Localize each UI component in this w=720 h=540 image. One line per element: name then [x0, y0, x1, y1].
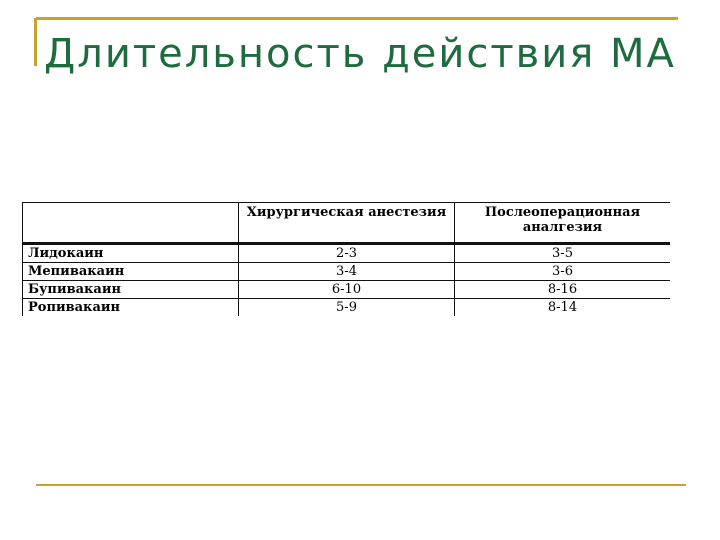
table-row [23, 244, 671, 263]
table-header-row [23, 203, 671, 244]
duration-table-container [22, 202, 670, 316]
surgical-duration-cell: 3-4 [239, 263, 455, 281]
header-cell-empty [23, 203, 239, 244]
postop-duration-cell: 3-6 [455, 263, 671, 281]
table-row [23, 281, 671, 299]
drug-name-cell: Ропивакаин [23, 299, 239, 317]
surgical-duration-cell: 6-10 [239, 281, 455, 299]
top-accent-rule [36, 17, 678, 20]
drug-name-cell: Бупивакаин [23, 281, 239, 299]
header-cell-surgical: Хирургическая анестезия [239, 203, 455, 244]
table-row [23, 299, 671, 317]
table-row [23, 263, 671, 281]
left-accent-rule [34, 18, 37, 66]
surgical-duration-cell: 2-3 [239, 244, 455, 263]
bottom-accent-rule [36, 484, 686, 486]
drug-name-cell: Лидокаин [23, 244, 239, 263]
duration-table [22, 202, 670, 316]
postop-duration-cell: 8-16 [455, 281, 671, 299]
postop-duration-cell: 3-5 [455, 244, 671, 263]
postop-duration-cell: 8-14 [455, 299, 671, 317]
header-cell-postop: Послеоперационная аналгезия [455, 203, 671, 244]
surgical-duration-cell: 5-9 [239, 299, 455, 317]
drug-name-cell: Мепивакаин [23, 263, 239, 281]
slide-title: Длительность действия МА [44, 31, 676, 77]
